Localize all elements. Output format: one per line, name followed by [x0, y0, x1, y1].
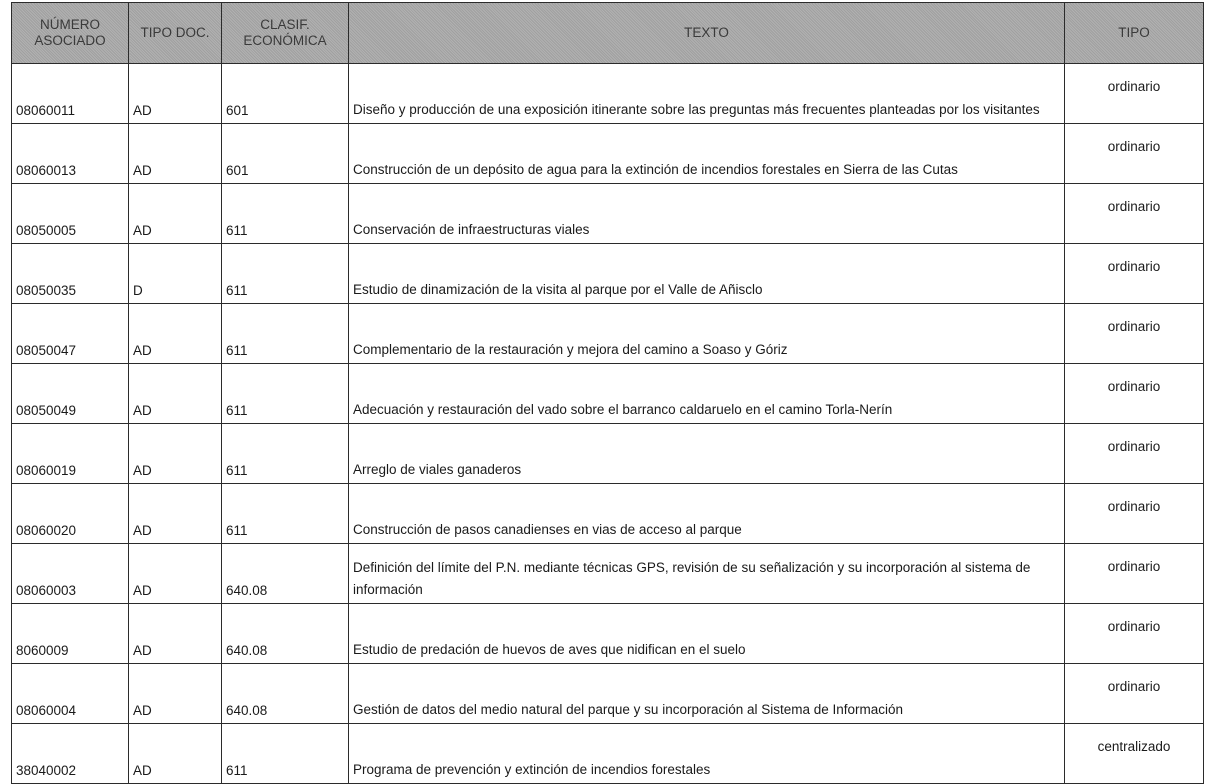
- cell-tipo-doc: AD: [129, 544, 222, 604]
- cell-texto: Adecuación y restauración del vado sobre el barranco caldaruelo en el camino Torla-Nerín: [349, 364, 1065, 424]
- cell-tipo: [1065, 604, 1204, 664]
- cell-tipo-doc: AD: [129, 664, 222, 724]
- cell-tipo-doc: AD: [129, 604, 222, 664]
- table-row: [12, 364, 1204, 424]
- tipo-value: centralizado: [1097, 738, 1171, 754]
- cell-clasif-economica: 611: [222, 424, 349, 484]
- cell-texto: Construcción de un depósito de agua para la extinción de incendios forestales en Sierra de las Cutas: [349, 124, 1065, 184]
- header-tipo: TIPO: [1065, 3, 1204, 64]
- cell-tipo: [1065, 244, 1204, 304]
- cell-tipo: [1065, 544, 1204, 604]
- cell-numero-asociado: 08050049: [12, 364, 129, 424]
- table-row: [12, 184, 1204, 244]
- cell-tipo-doc: AD: [129, 184, 222, 244]
- tipo-value: ordinario: [1107, 618, 1161, 634]
- tipo-value: ordinario: [1107, 378, 1161, 394]
- cell-clasif-economica: 611: [222, 484, 349, 544]
- cell-numero-asociado: 8060009: [12, 604, 129, 664]
- tipo-value: ordinario: [1107, 498, 1161, 514]
- table-row: [12, 64, 1204, 124]
- cell-clasif-economica: 640.08: [222, 664, 349, 724]
- cell-clasif-economica: 611: [222, 724, 349, 784]
- table-header-row: [12, 3, 1204, 64]
- cell-tipo-doc: AD: [129, 124, 222, 184]
- cell-clasif-economica: 601: [222, 64, 349, 124]
- cell-clasif-economica: 611: [222, 364, 349, 424]
- table-row: [12, 604, 1204, 664]
- cell-clasif-economica: 611: [222, 244, 349, 304]
- cell-numero-asociado: 08060011: [12, 64, 129, 124]
- cell-tipo-doc: AD: [129, 64, 222, 124]
- tipo-value: ordinario: [1107, 138, 1161, 154]
- table-body: [12, 64, 1204, 784]
- cell-texto: Estudio de dinamización de la visita al parque por el Valle de Añisclo: [349, 244, 1065, 304]
- cell-numero-asociado: 08060019: [12, 424, 129, 484]
- cell-tipo-doc: D: [129, 244, 222, 304]
- cell-numero-asociado: 08050035: [12, 244, 129, 304]
- cell-texto: Definición del límite del P.N. mediante técnicas GPS, revisión de su señalización y su incorporación al sistema de información: [349, 544, 1065, 604]
- cell-numero-asociado: 08060003: [12, 544, 129, 604]
- tipo-value: ordinario: [1107, 678, 1161, 694]
- cell-tipo: [1065, 304, 1204, 364]
- cell-clasif-economica: 640.08: [222, 544, 349, 604]
- cell-texto: Construcción de pasos canadienses en vias de acceso al parque: [349, 484, 1065, 544]
- tipo-value: ordinario: [1107, 198, 1161, 214]
- tipo-value: ordinario: [1107, 78, 1161, 94]
- table-row: [12, 724, 1204, 784]
- cell-tipo: [1065, 64, 1204, 124]
- cell-clasif-economica: 601: [222, 124, 349, 184]
- cell-clasif-economica: 611: [222, 304, 349, 364]
- cell-texto: Estudio de predación de huevos de aves que nidifican en el suelo: [349, 604, 1065, 664]
- tipo-value: ordinario: [1107, 438, 1161, 454]
- cell-tipo: [1065, 664, 1204, 724]
- table-row: [12, 244, 1204, 304]
- document-page: [11, 2, 1203, 784]
- cell-tipo: [1065, 724, 1204, 784]
- cell-tipo: [1065, 124, 1204, 184]
- cell-tipo: [1065, 484, 1204, 544]
- table-row: [12, 484, 1204, 544]
- cell-numero-asociado: 08050047: [12, 304, 129, 364]
- cell-texto: Diseño y producción de una exposición itinerante sobre las preguntas más frecuentes planteadas por los visitantes: [349, 64, 1065, 124]
- cell-numero-asociado: 08060004: [12, 664, 129, 724]
- cell-tipo-doc: AD: [129, 724, 222, 784]
- tipo-value: ordinario: [1107, 558, 1161, 574]
- cell-tipo-doc: AD: [129, 424, 222, 484]
- cell-tipo-doc: AD: [129, 484, 222, 544]
- cell-clasif-economica: 640.08: [222, 604, 349, 664]
- cell-tipo: [1065, 364, 1204, 424]
- table-row: [12, 664, 1204, 724]
- table-row: [12, 424, 1204, 484]
- cell-tipo-doc: AD: [129, 304, 222, 364]
- header-tipo-doc: TIPO DOC.: [129, 3, 222, 64]
- cell-clasif-economica: 611: [222, 184, 349, 244]
- cell-numero-asociado: 38040002: [12, 724, 129, 784]
- header-clasif-economica: CLASIF. ECONÓMICA: [222, 3, 349, 64]
- cell-numero-asociado: 08060013: [12, 124, 129, 184]
- tipo-value: ordinario: [1107, 318, 1161, 334]
- cell-texto: Gestión de datos del medio natural del parque y su incorporación al Sistema de Información: [349, 664, 1065, 724]
- cell-tipo-doc: AD: [129, 364, 222, 424]
- cell-texto: Complementario de la restauración y mejora del camino a Soaso y Góriz: [349, 304, 1065, 364]
- table-row: [12, 124, 1204, 184]
- cell-tipo: [1065, 424, 1204, 484]
- cell-tipo: [1065, 184, 1204, 244]
- header-texto: TEXTO: [349, 3, 1065, 64]
- cell-numero-asociado: 08060020: [12, 484, 129, 544]
- table-row: [12, 544, 1204, 604]
- cell-texto: Arreglo de viales ganaderos: [349, 424, 1065, 484]
- cell-texto: Conservación de infraestructuras viales: [349, 184, 1065, 244]
- table-row: [12, 304, 1204, 364]
- cell-texto: Programa de prevención y extinción de incendios forestales: [349, 724, 1065, 784]
- cell-numero-asociado: 08050005: [12, 184, 129, 244]
- header-numero-asociado: NÚMERO ASOCIADO: [12, 3, 129, 64]
- tipo-value: ordinario: [1107, 258, 1161, 274]
- expenditure-table: [11, 2, 1204, 784]
